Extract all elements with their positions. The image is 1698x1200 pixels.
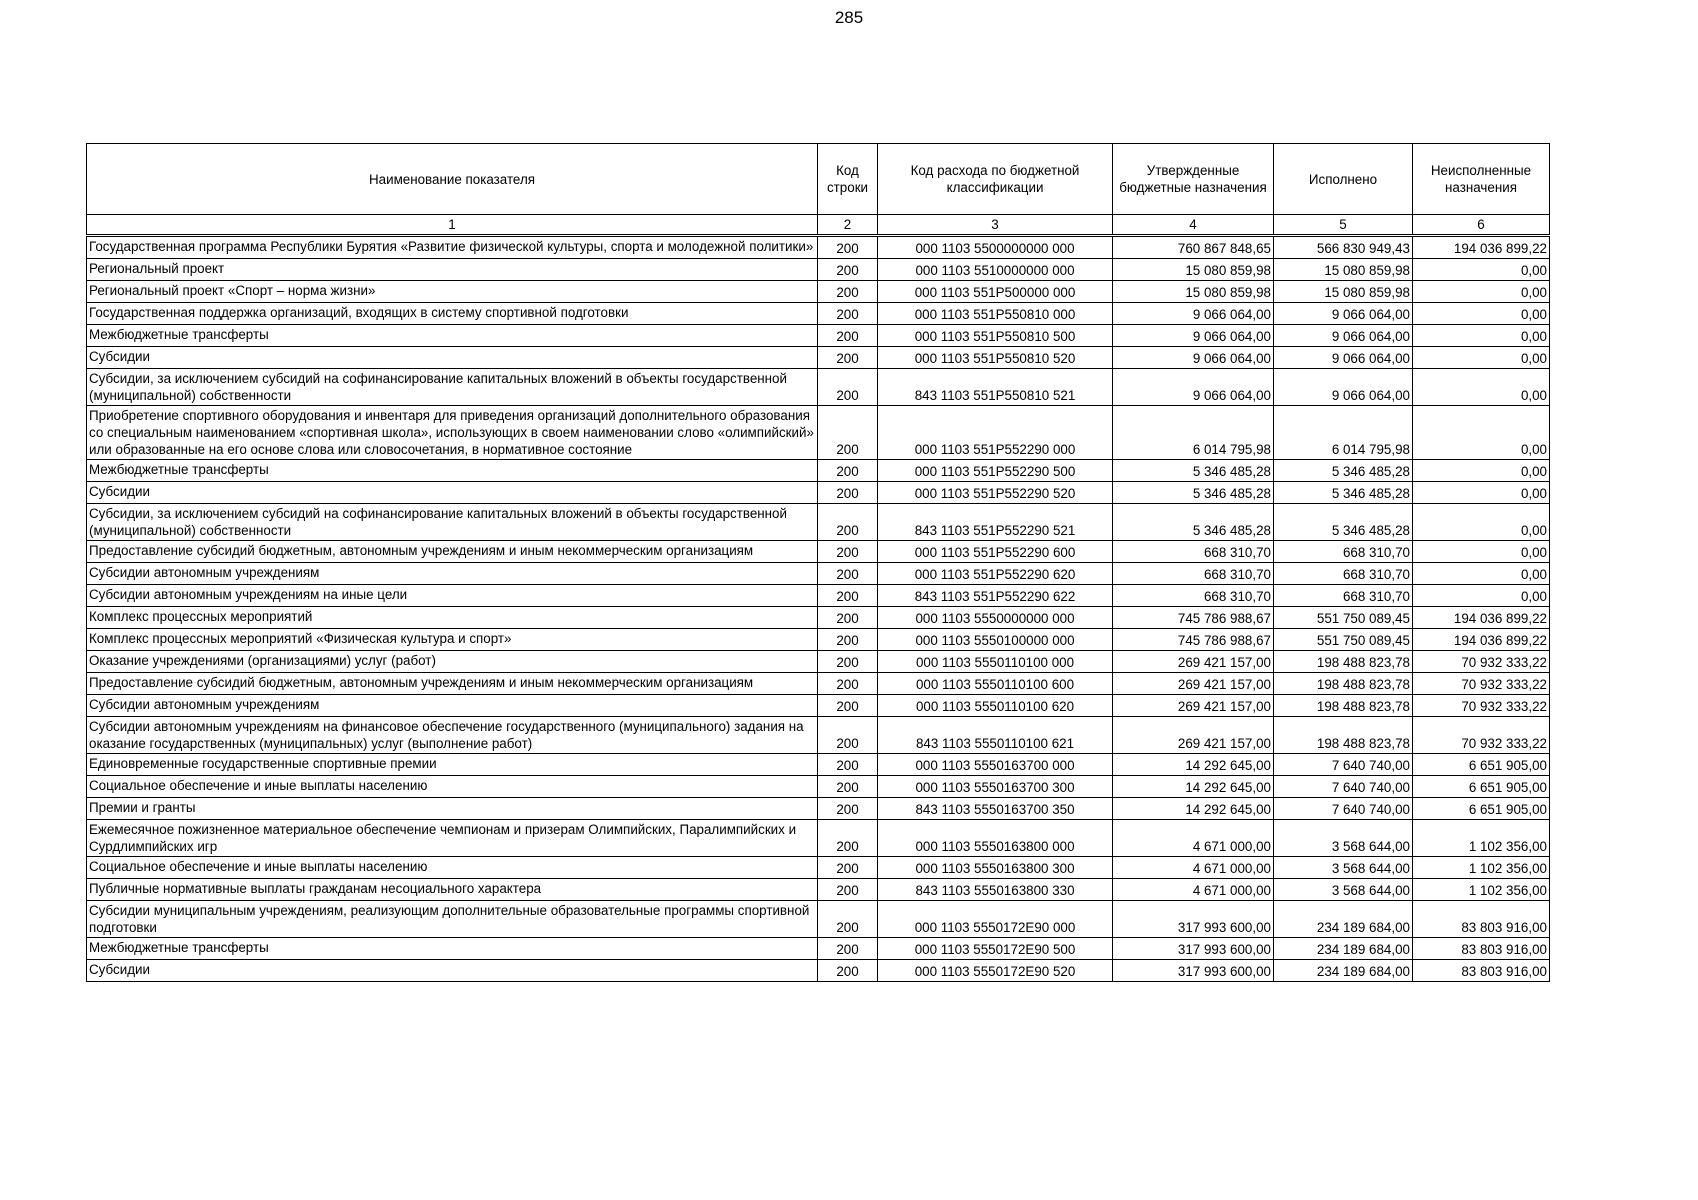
row-name: Социальное обеспечение и иные выплаты населению (87, 857, 818, 879)
row-approved: 760 867 848,65 (1113, 236, 1274, 259)
row-approved: 14 292 645,00 (1113, 798, 1274, 820)
row-code: 200 (818, 504, 878, 541)
table-row (87, 879, 1550, 901)
row-kbk: 000 1103 551P550810 520 (878, 347, 1113, 369)
row-kbk: 000 1103 5550163700 300 (878, 776, 1113, 798)
row-executed: 3 568 644,00 (1274, 857, 1413, 879)
row-approved: 269 421 157,00 (1113, 651, 1274, 673)
row-unexecuted: 0,00 (1413, 541, 1550, 563)
header-name: Наименование показателя (87, 144, 818, 215)
row-approved: 15 080 859,98 (1113, 259, 1274, 281)
row-name: Премии и гранты (87, 798, 818, 820)
row-name: Социальное обеспечение и иные выплаты населению (87, 776, 818, 798)
row-name: Приобретение спортивного оборудования и инвентаря для приведения организаций дополнительного образования со специальным наименованием «спортивная школа», использующих в своем наименовании слово «олимпийский» или образованные на его основе слова или словосочетания, в нормативное состояние (87, 406, 818, 460)
table-row (87, 798, 1550, 820)
table-row (87, 259, 1550, 281)
row-name: Субсидии, за исключением субсидий на софинансирование капитальных вложений в объекты государственной (муниципальной) собственности (87, 369, 818, 406)
column-number: 3 (878, 215, 1113, 236)
row-name: Региональный проект (87, 259, 818, 281)
row-kbk: 000 1103 551P552290 000 (878, 406, 1113, 460)
row-code: 200 (818, 776, 878, 798)
table-row (87, 776, 1550, 798)
row-unexecuted: 0,00 (1413, 460, 1550, 482)
row-name: Государственная программа Республики Бурятия «Развитие физической культуры, спорта и молодежной политики» (87, 236, 818, 259)
row-name: Предоставление субсидий бюджетным, автономным учреждениям и иным некоммерческим организациям (87, 541, 818, 563)
table-row (87, 303, 1550, 325)
table-row (87, 460, 1550, 482)
row-kbk: 000 1103 5550100000 000 (878, 629, 1113, 651)
row-executed: 198 488 823,78 (1274, 651, 1413, 673)
row-executed: 7 640 740,00 (1274, 798, 1413, 820)
row-approved: 269 421 157,00 (1113, 673, 1274, 695)
row-kbk: 843 1103 5550163700 350 (878, 798, 1113, 820)
row-code: 200 (818, 629, 878, 651)
row-executed: 3 568 644,00 (1274, 879, 1413, 901)
row-executed: 668 310,70 (1274, 541, 1413, 563)
row-unexecuted: 0,00 (1413, 325, 1550, 347)
row-code: 200 (818, 236, 878, 259)
table-row (87, 607, 1550, 629)
row-kbk: 000 1103 5550110100 620 (878, 695, 1113, 717)
column-number: 1 (87, 215, 818, 236)
row-unexecuted: 0,00 (1413, 259, 1550, 281)
row-name: Субсидии муниципальным учреждениям, реализующим дополнительные образовательные программы спортивной подготовки (87, 901, 818, 938)
row-approved: 5 346 485,28 (1113, 482, 1274, 504)
row-approved: 5 346 485,28 (1113, 504, 1274, 541)
row-code: 200 (818, 281, 878, 303)
row-executed: 5 346 485,28 (1274, 482, 1413, 504)
row-unexecuted: 6 651 905,00 (1413, 776, 1550, 798)
row-code: 200 (818, 585, 878, 607)
row-code: 200 (818, 482, 878, 504)
row-kbk: 000 1103 551P552290 600 (878, 541, 1113, 563)
row-name: Субсидии (87, 347, 818, 369)
table-row (87, 541, 1550, 563)
row-executed: 5 346 485,28 (1274, 504, 1413, 541)
row-name: Государственная поддержка организаций, входящих в систему спортивной подготовки (87, 303, 818, 325)
row-kbk: 000 1103 551P500000 000 (878, 281, 1113, 303)
page-number: 285 (834, 8, 864, 27)
row-unexecuted: 1 102 356,00 (1413, 820, 1550, 857)
row-executed: 9 066 064,00 (1274, 303, 1413, 325)
row-name: Комплекс процессных мероприятий (87, 607, 818, 629)
row-code: 200 (818, 695, 878, 717)
row-name: Межбюджетные трансферты (87, 325, 818, 347)
row-name: Субсидии автономным учреждениям на финансовое обеспечение государственного (муниципального) задания на оказание государственных (муниципальных) услуг (выполнение работ) (87, 717, 818, 754)
row-unexecuted: 83 803 916,00 (1413, 938, 1550, 960)
row-kbk: 000 1103 551P550810 500 (878, 325, 1113, 347)
row-executed: 668 310,70 (1274, 585, 1413, 607)
row-code: 200 (818, 541, 878, 563)
table-row (87, 369, 1550, 406)
row-executed: 5 346 485,28 (1274, 460, 1413, 482)
table-row (87, 504, 1550, 541)
row-approved: 6 014 795,98 (1113, 406, 1274, 460)
row-unexecuted: 0,00 (1413, 347, 1550, 369)
row-unexecuted: 0,00 (1413, 585, 1550, 607)
row-name: Ежемесячное пожизненное материальное обеспечение чемпионам и призерам Олимпийских, Паралимпийских и Сурдлимпийских игр (87, 820, 818, 857)
row-unexecuted: 1 102 356,00 (1413, 857, 1550, 879)
row-code: 200 (818, 347, 878, 369)
table-row (87, 629, 1550, 651)
row-unexecuted: 194 036 899,22 (1413, 236, 1550, 259)
row-kbk: 843 1103 551P552290 521 (878, 504, 1113, 541)
row-unexecuted: 0,00 (1413, 482, 1550, 504)
header-executed: Исполнено (1274, 144, 1413, 215)
row-name: Оказание учреждениями (организациями) услуг (работ) (87, 651, 818, 673)
row-executed: 3 568 644,00 (1274, 820, 1413, 857)
header-code: Код строки (818, 144, 878, 215)
row-name: Межбюджетные трансферты (87, 460, 818, 482)
column-number: 4 (1113, 215, 1274, 236)
row-kbk: 843 1103 5550110100 621 (878, 717, 1113, 754)
row-executed: 9 066 064,00 (1274, 347, 1413, 369)
row-executed: 198 488 823,78 (1274, 695, 1413, 717)
table-row (87, 901, 1550, 938)
row-executed: 566 830 949,43 (1274, 236, 1413, 259)
row-code: 200 (818, 673, 878, 695)
row-kbk: 000 1103 5550110100 600 (878, 673, 1113, 695)
row-executed: 551 750 089,45 (1274, 607, 1413, 629)
table-row (87, 960, 1550, 982)
row-approved: 317 993 600,00 (1113, 938, 1274, 960)
row-approved: 317 993 600,00 (1113, 960, 1274, 982)
row-kbk: 000 1103 5550110100 000 (878, 651, 1113, 673)
row-code: 200 (818, 651, 878, 673)
row-approved: 14 292 645,00 (1113, 754, 1274, 776)
row-name: Субсидии автономным учреждениям (87, 695, 818, 717)
row-kbk: 843 1103 551P550810 521 (878, 369, 1113, 406)
row-name: Публичные нормативные выплаты гражданам несоциального характера (87, 879, 818, 901)
table-row (87, 406, 1550, 460)
row-executed: 234 189 684,00 (1274, 938, 1413, 960)
row-kbk: 000 1103 5550172E90 500 (878, 938, 1113, 960)
row-approved: 668 310,70 (1113, 585, 1274, 607)
row-code: 200 (818, 820, 878, 857)
row-name: Субсидии, за исключением субсидий на софинансирование капитальных вложений в объекты государственной (муниципальной) собственности (87, 504, 818, 541)
row-name: Субсидии (87, 482, 818, 504)
row-name: Региональный проект «Спорт – норма жизни» (87, 281, 818, 303)
column-number: 6 (1413, 215, 1550, 236)
header-approved: Утвержденные бюджетные назначения (1113, 144, 1274, 215)
row-approved: 4 671 000,00 (1113, 879, 1274, 901)
row-executed: 668 310,70 (1274, 563, 1413, 585)
row-approved: 269 421 157,00 (1113, 717, 1274, 754)
row-code: 200 (818, 303, 878, 325)
row-approved: 745 786 988,67 (1113, 629, 1274, 651)
row-kbk: 000 1103 5510000000 000 (878, 259, 1113, 281)
row-unexecuted: 6 651 905,00 (1413, 754, 1550, 776)
table-row (87, 754, 1550, 776)
row-code: 200 (818, 406, 878, 460)
table-row (87, 281, 1550, 303)
row-code: 200 (818, 857, 878, 879)
row-code: 200 (818, 901, 878, 938)
row-kbk: 843 1103 551P552290 622 (878, 585, 1113, 607)
row-name: Субсидии автономным учреждениям на иные цели (87, 585, 818, 607)
row-unexecuted: 0,00 (1413, 563, 1550, 585)
row-approved: 668 310,70 (1113, 541, 1274, 563)
row-kbk: 000 1103 551P550810 000 (878, 303, 1113, 325)
table-header-row (87, 144, 1550, 215)
row-name: Предоставление субсидий бюджетным, автономным учреждениям и иным некоммерческим организациям (87, 673, 818, 695)
row-kbk: 000 1103 551P552290 620 (878, 563, 1113, 585)
row-approved: 9 066 064,00 (1113, 325, 1274, 347)
row-approved: 14 292 645,00 (1113, 776, 1274, 798)
row-executed: 9 066 064,00 (1274, 325, 1413, 347)
table-row (87, 236, 1550, 259)
table-row (87, 347, 1550, 369)
row-kbk: 000 1103 551P552290 500 (878, 460, 1113, 482)
table-row (87, 585, 1550, 607)
budget-execution-table (86, 143, 1550, 982)
row-unexecuted: 70 932 333,22 (1413, 673, 1550, 695)
table-row (87, 938, 1550, 960)
row-unexecuted: 6 651 905,00 (1413, 798, 1550, 820)
row-kbk: 843 1103 5550163800 330 (878, 879, 1113, 901)
row-approved: 745 786 988,67 (1113, 607, 1274, 629)
row-executed: 15 080 859,98 (1274, 281, 1413, 303)
row-executed: 198 488 823,78 (1274, 717, 1413, 754)
row-kbk: 000 1103 551P552290 520 (878, 482, 1113, 504)
row-approved: 317 993 600,00 (1113, 901, 1274, 938)
row-kbk: 000 1103 5550172E90 000 (878, 901, 1113, 938)
row-code: 200 (818, 460, 878, 482)
row-executed: 7 640 740,00 (1274, 754, 1413, 776)
table-row (87, 325, 1550, 347)
row-kbk: 000 1103 5550000000 000 (878, 607, 1113, 629)
row-name: Субсидии автономным учреждениям (87, 563, 818, 585)
row-code: 200 (818, 798, 878, 820)
row-code: 200 (818, 563, 878, 585)
row-approved: 9 066 064,00 (1113, 303, 1274, 325)
row-executed: 551 750 089,45 (1274, 629, 1413, 651)
row-approved: 15 080 859,98 (1113, 281, 1274, 303)
row-approved: 269 421 157,00 (1113, 695, 1274, 717)
row-unexecuted: 194 036 899,22 (1413, 607, 1550, 629)
row-code: 200 (818, 879, 878, 901)
row-name: Комплекс процессных мероприятий «Физическая культура и спорт» (87, 629, 818, 651)
row-unexecuted: 0,00 (1413, 406, 1550, 460)
table-row (87, 673, 1550, 695)
table-body (87, 236, 1550, 982)
row-kbk: 000 1103 5550163800 300 (878, 857, 1113, 879)
row-approved: 668 310,70 (1113, 563, 1274, 585)
row-code: 200 (818, 754, 878, 776)
header-unexecuted: Неисполненные назначения (1413, 144, 1550, 215)
column-number: 2 (818, 215, 878, 236)
row-executed: 6 014 795,98 (1274, 406, 1413, 460)
row-executed: 234 189 684,00 (1274, 960, 1413, 982)
row-name: Субсидии (87, 960, 818, 982)
row-kbk: 000 1103 5500000000 000 (878, 236, 1113, 259)
row-unexecuted: 70 932 333,22 (1413, 695, 1550, 717)
header-kbk: Код расхода по бюджетной классификации (878, 144, 1113, 215)
table-row (87, 857, 1550, 879)
table-row (87, 651, 1550, 673)
row-approved: 9 066 064,00 (1113, 369, 1274, 406)
column-number: 5 (1274, 215, 1413, 236)
row-name: Межбюджетные трансферты (87, 938, 818, 960)
row-unexecuted: 0,00 (1413, 303, 1550, 325)
row-approved: 5 346 485,28 (1113, 460, 1274, 482)
row-code: 200 (818, 259, 878, 281)
table-row (87, 820, 1550, 857)
row-kbk: 000 1103 5550163700 000 (878, 754, 1113, 776)
row-unexecuted: 1 102 356,00 (1413, 879, 1550, 901)
row-name: Единовременные государственные спортивные премии (87, 754, 818, 776)
row-unexecuted: 70 932 333,22 (1413, 651, 1550, 673)
row-code: 200 (818, 369, 878, 406)
table-row (87, 563, 1550, 585)
row-code: 200 (818, 938, 878, 960)
row-unexecuted: 0,00 (1413, 281, 1550, 303)
row-code: 200 (818, 960, 878, 982)
row-executed: 9 066 064,00 (1274, 369, 1413, 406)
row-executed: 198 488 823,78 (1274, 673, 1413, 695)
row-approved: 4 671 000,00 (1113, 820, 1274, 857)
table-row (87, 717, 1550, 754)
row-executed: 234 189 684,00 (1274, 901, 1413, 938)
row-kbk: 000 1103 5550163800 000 (878, 820, 1113, 857)
row-approved: 9 066 064,00 (1113, 347, 1274, 369)
row-unexecuted: 83 803 916,00 (1413, 960, 1550, 982)
row-code: 200 (818, 607, 878, 629)
row-unexecuted: 0,00 (1413, 369, 1550, 406)
row-unexecuted: 194 036 899,22 (1413, 629, 1550, 651)
row-executed: 15 080 859,98 (1274, 259, 1413, 281)
row-unexecuted: 70 932 333,22 (1413, 717, 1550, 754)
column-number-row (87, 215, 1550, 236)
row-approved: 4 671 000,00 (1113, 857, 1274, 879)
table-row (87, 482, 1550, 504)
row-kbk: 000 1103 5550172E90 520 (878, 960, 1113, 982)
row-unexecuted: 83 803 916,00 (1413, 901, 1550, 938)
row-unexecuted: 0,00 (1413, 504, 1550, 541)
row-code: 200 (818, 325, 878, 347)
row-code: 200 (818, 717, 878, 754)
row-executed: 7 640 740,00 (1274, 776, 1413, 798)
table-row (87, 695, 1550, 717)
